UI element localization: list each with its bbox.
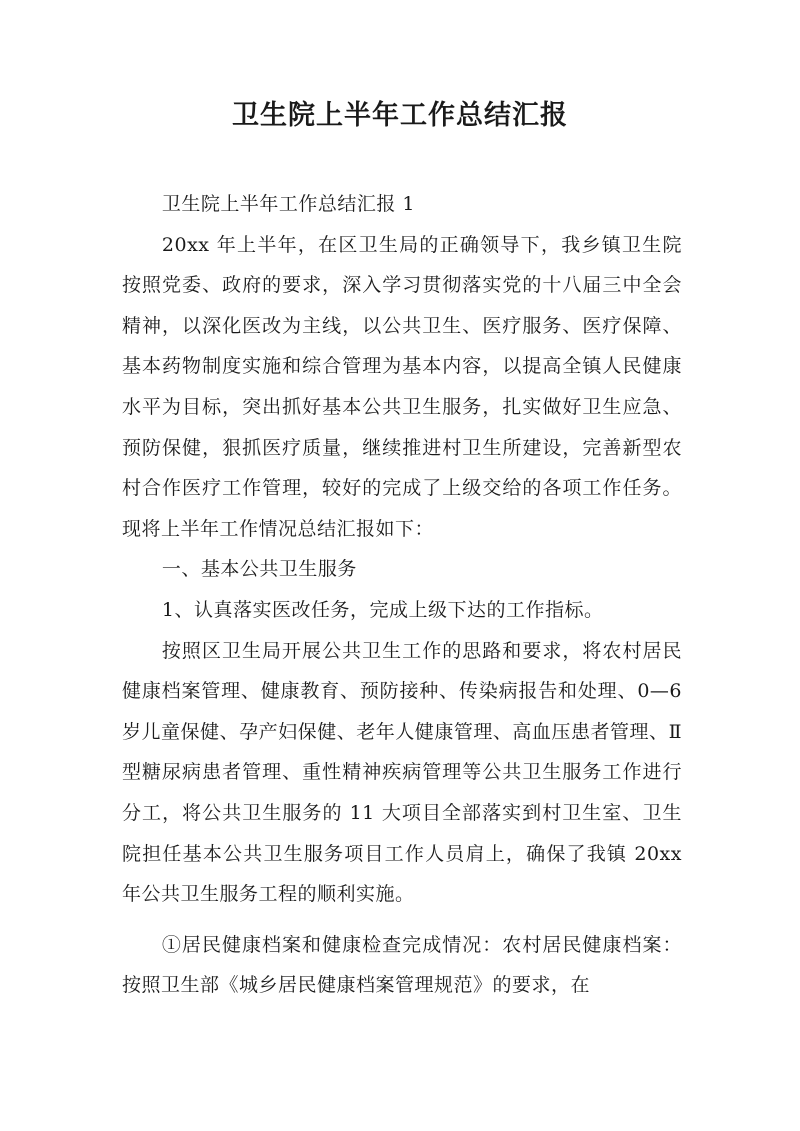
subsection-heading-1: 1、认真落实医改任务，完成上级下达的工作指标。 bbox=[161, 598, 604, 621]
document-title: 卫生院上半年工作总结汇报 bbox=[232, 100, 568, 131]
report-subtitle-paragraph: 卫生院上半年工作总结汇报 1 bbox=[161, 193, 416, 215]
intro-paragraph: 20xx 年上半年，在区卫生局的正确领导下，我乡镇卫生院按照党委、政府的要求，深入学习贯彻落实党的十八届三中全会精神，以深化医改为主线，以公共卫生、医疗服务、医疗保障、基本药物制度实施和综合管理为基本内容，以提高全镇人民健康水平为目标，突出抓好基本公共卫生服务，扎实做好卫生应急、预防保健，狠抓医疗质量，继续推进村卫生所建设，完善新型农村合作医疗工作管理，较好的完成了上级交给的各项工作任务。现将上半年工作情况总结汇报如下： bbox=[122, 233, 682, 540]
public-health-paragraph: 按照区卫生局开展公共卫生工作的思路和要求，将农村居民健康档案管理、健康教育、预防接种、传染病报告和处理、0—6 岁儿童保健、孕产妇保健、老年人健康管理、高血压患者管理、Ⅱ型糖尿病患者管理、重性精神疾病管理等公共卫生服务工作进行分工，将公共卫生服务的 11 大项目全部落实到村卫生室、卫生院担任基本公共卫生服务项目工作人员肩上，确保了我镇 20xx 年公共卫生服务工程的顺利实施。 bbox=[122, 639, 682, 906]
section-heading-basic-public-health: 一、基本公共卫生服务 bbox=[161, 558, 357, 581]
document-body bbox=[122, 184, 682, 1006]
health-records-paragraph: ①居民健康档案和健康检查完成情况：农村居民健康档案：按照卫生部《城乡居民健康档案管理规范》的要求，在 bbox=[122, 933, 682, 997]
